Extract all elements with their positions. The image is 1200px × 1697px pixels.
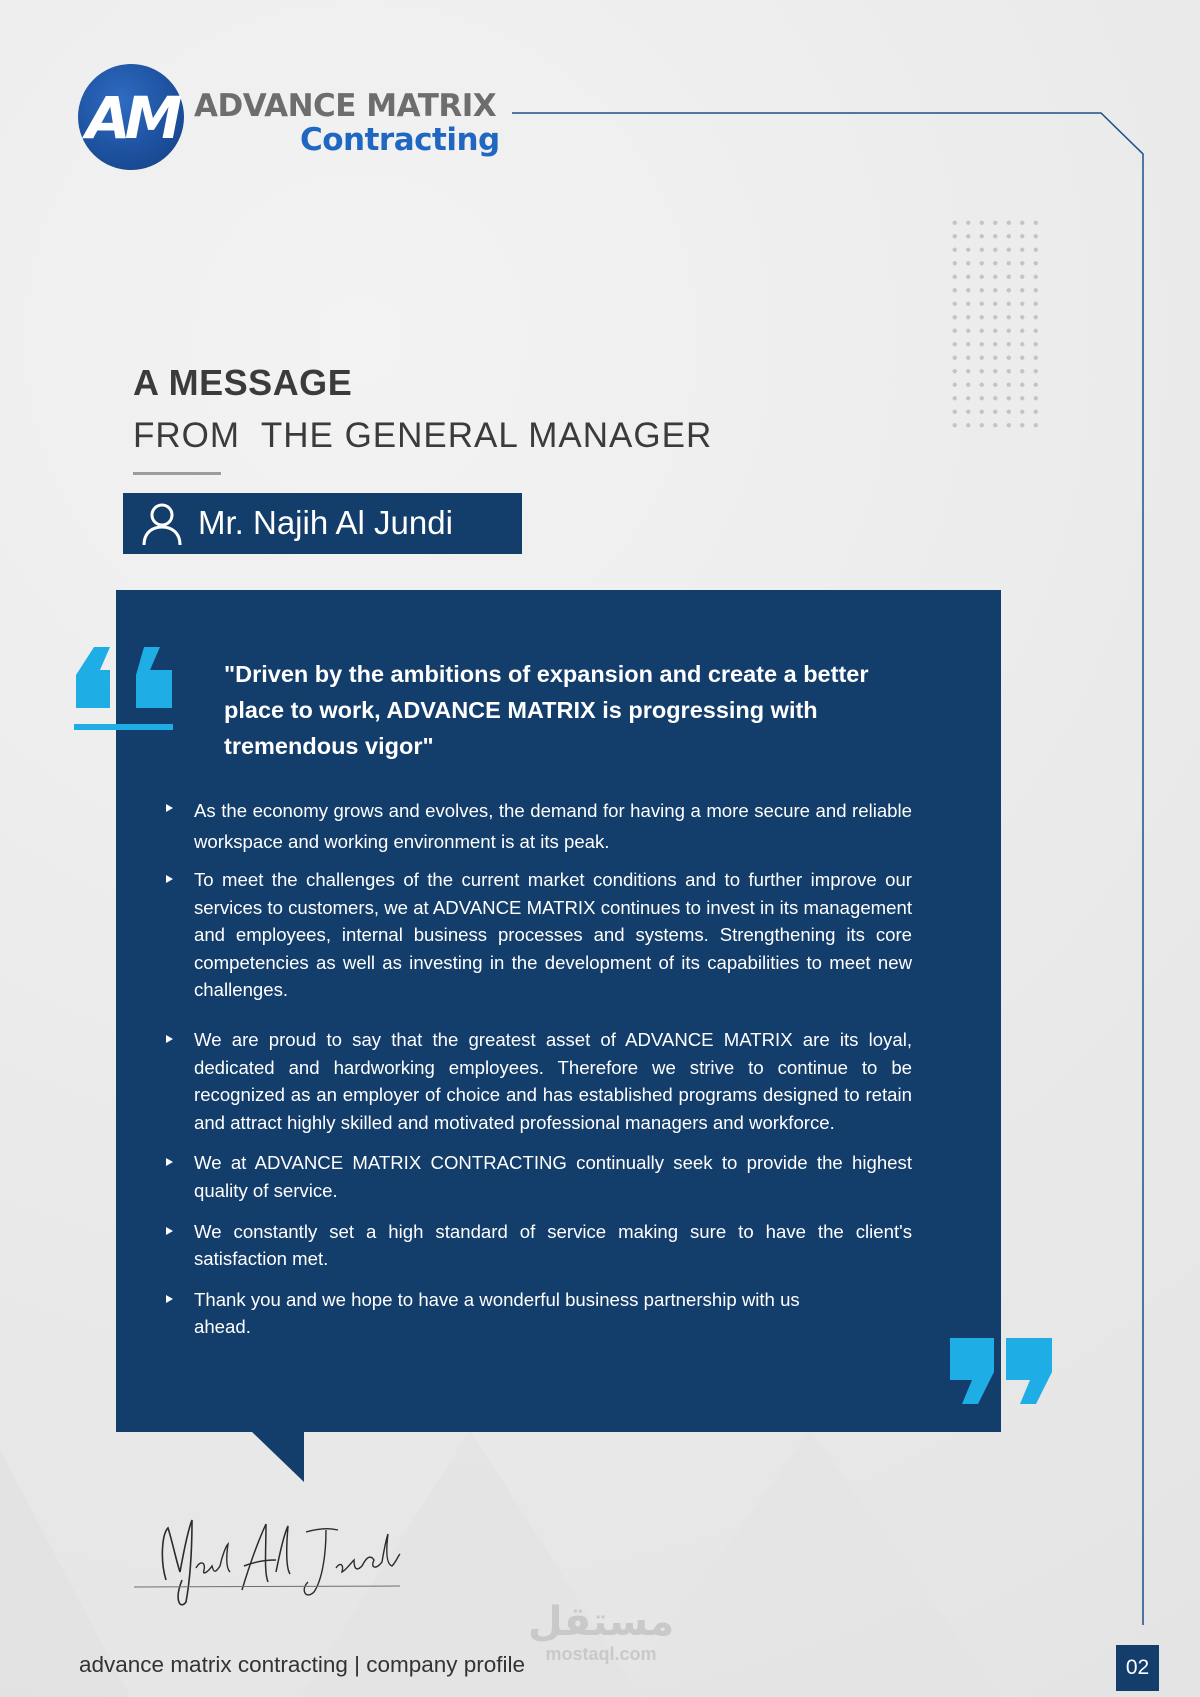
watermark-latin: mostaql.com: [545, 1644, 657, 1664]
manager-name-banner: [123, 493, 522, 554]
list-item: [166, 866, 912, 1004]
page-subtitle: FROM THE GENERAL MANAGER: [133, 416, 713, 455]
close-quote-icon: [948, 1336, 1054, 1406]
bullet-text: We are proud to say that the greatest asset of ADVANCE MATRIX are its loyal, dedicated and hardworking employees. Therefore we strive to continue to be recognized as an employer of choice and has established programs designed to retain and attract highly skilled and motivated professional managers and workforce.: [194, 1028, 912, 1133]
manager-name: Mr. Najih Al Jundi: [198, 504, 453, 541]
bullet-arrow-icon: [166, 804, 173, 812]
list-item: [166, 795, 912, 857]
bullet-text: As the economy grows and evolves, the demand for having a more secure and reliable workspace and working environment is at its peak.: [194, 800, 912, 852]
company-logo: [78, 64, 498, 174]
logo-initials: AM: [85, 84, 177, 152]
logo-name-line1: ADVANCE MATRIX: [194, 88, 497, 124]
bullet-text: To meet the challenges of the current market conditions and to further improve our services to customers, we at ADVANCE MATRIX continues to invest in its management and employees, internal business processes and systems. Strengthening its core competencies as well as investing in the development of its capabilities to meet new challenges.: [194, 869, 912, 1001]
page-title: A MESSAGE: [133, 362, 353, 403]
bullet-arrow-icon: [166, 1295, 173, 1303]
signature-graphic: [130, 1510, 410, 1610]
bullet-arrow-icon: [166, 1035, 173, 1043]
list-item: [166, 1149, 912, 1204]
watermark-arabic: مستقل: [527, 1599, 675, 1645]
logo-name-line2: Contracting: [300, 122, 500, 158]
page-number: 02: [1116, 1645, 1159, 1691]
open-quote-icon: [74, 645, 174, 735]
logo-emblem: [78, 64, 184, 170]
bullet-arrow-icon: [166, 875, 173, 883]
list-item: [166, 1026, 912, 1136]
footer-text: advance matrix contracting | company profile: [79, 1652, 526, 1677]
bullet-arrow-icon: [166, 1227, 173, 1235]
speech-tail: [250, 1430, 306, 1486]
list-item: [166, 1218, 912, 1273]
list-item: [166, 1286, 844, 1341]
title-underline: [133, 472, 221, 475]
bullet-text: We at ADVANCE MATRIX CONTRACTING continually seek to provide the highest quality of service.: [194, 1152, 912, 1201]
highlight-quote: "Driven by the ambitions of expansion and create a better place to work, ADVANCE MATRIX is progressing with tremendous vigor": [224, 661, 869, 759]
bullet-text: We constantly set a high standard of service making sure to have the client's satisfaction met.: [194, 1220, 912, 1270]
watermark: [526, 1600, 676, 1664]
user-icon: [141, 502, 183, 546]
dot-pattern: [948, 216, 1038, 428]
bullet-arrow-icon: [166, 1158, 173, 1166]
bullet-text: Thank you and we hope to have a wonderful business partnership with us ahead.: [194, 1288, 800, 1338]
message-bullets: [166, 795, 912, 1341]
